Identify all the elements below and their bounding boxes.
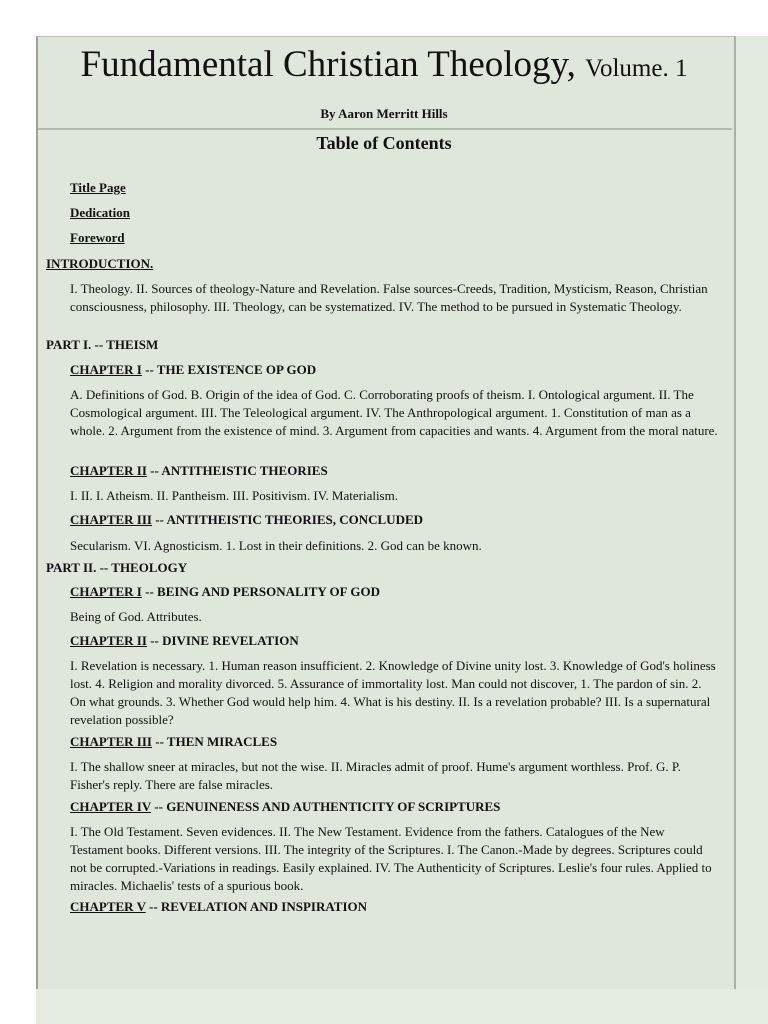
chapter-summary: I. Revelation is necessary. 1. Human reason insufficient. 2. Knowledge of Divine unity lost. 3. Knowledge of God's holiness lost. 4. Religion and morality divorced. 5. Assurance of immortality lost. Man could not discover, 1. The pardon of sin. 2. On what grounds. 3. Whether God would help him. 4. What is his destiny. II. Is a revelation probable? III. Is a supernatural revelation possible? [70,658,716,727]
toc-heading: Table of Contents [316,133,452,153]
chapter-heading[interactable]: CHAPTER I -- BEING AND PERSONALITY OF GOD [70,584,380,599]
introduction-heading[interactable]: INTRODUCTION. [46,256,154,271]
chapter-heading[interactable]: CHAPTER IV -- GENUINENESS AND AUTHENTICITY OF SCRIPTURES [70,799,501,814]
introduction-summary: I. Theology. II. Sources of theology-Nature and Revelation. False sources-Creeds, Tradition, Mysticism, Reason, Christian consciousness, philosophy. III. Theology, can be systematized. IV. The method to be pursued in Systematic Theology. [70,281,708,314]
chapter-heading[interactable]: CHAPTER II -- DIVINE REVELATION [70,633,299,648]
chapter-heading[interactable]: CHAPTER II -- ANTITHEISTIC THEORIES [70,463,328,478]
chapter-heading[interactable]: CHAPTER V -- REVELATION AND INSPIRATION [70,899,368,914]
page-right-margin [734,36,768,988]
part-heading: PART I. -- THEISM [46,337,159,352]
chapter-heading[interactable]: CHAPTER III -- ANTITHEISTIC THEORIES, CONCLUDED [70,512,424,527]
chapter-summary: Being of God. Attributes. [70,609,202,624]
title-main: Fundamental Christian Theology, [80,44,576,85]
chapter-heading[interactable]: CHAPTER III -- THEN MIRACLES [70,734,278,749]
page-bottom-strip [36,988,768,1024]
chapter-summary: I. The Old Testament. Seven evidences. II. The New Testament. Evidence from the fathers. Catalogues of the New Testament books. Different versions. III. The integrity of the Scriptures. I. The Canon.-Made by degrees. Scriptures could not be corrupted.-Variations in readings. Easily explained. IV. The Authenticity of Scriptures. Leslie's four rules. Applied to miracles. Michaelis' tests of a spurious book. [70,824,712,893]
chapter-summary: A. Definitions of God. B. Origin of the idea of God. C. Corroborating proofs of theism. I. Ontological argument. II. The Cosmological argument. III. The Teleological argument. IV. The Anthropological argument. 1. Constitution of man as a whole. 2. Argument from the existence of mind. 3. Argument from capacities and wants. 4. Argument from the moral nature. [70,387,718,438]
chapter-heading[interactable]: CHAPTER I -- THE EXISTENCE OP GOD [70,362,317,377]
document-header [38,37,730,127]
toc-link-title-page[interactable]: Title Page [70,180,126,195]
document-page [36,36,736,989]
chapter-summary: Secularism. VI. Agnosticism. 1. Lost in their definitions. 2. God can be known. [70,538,482,553]
title-volume: Volume. 1 [585,55,688,82]
chapter-summary: I. II. I. Atheism. II. Pantheism. III. Positivism. IV. Materialism. [70,488,398,503]
part-heading: PART II. -- THEOLOGY [46,560,188,575]
author-byline: By Aaron Merritt Hills [320,106,448,121]
toc-link-dedication[interactable]: Dedication [70,205,130,220]
document-title [38,41,730,93]
chapter-summary: I. The shallow sneer at miracles, but not the wise. II. Miracles admit of proof. Hume's argument worthless. Prof. G. P. Fisher's reply. There are false miracles. [70,759,681,792]
header-divider [38,128,732,130]
toc-link-foreword[interactable]: Foreword [70,230,125,245]
